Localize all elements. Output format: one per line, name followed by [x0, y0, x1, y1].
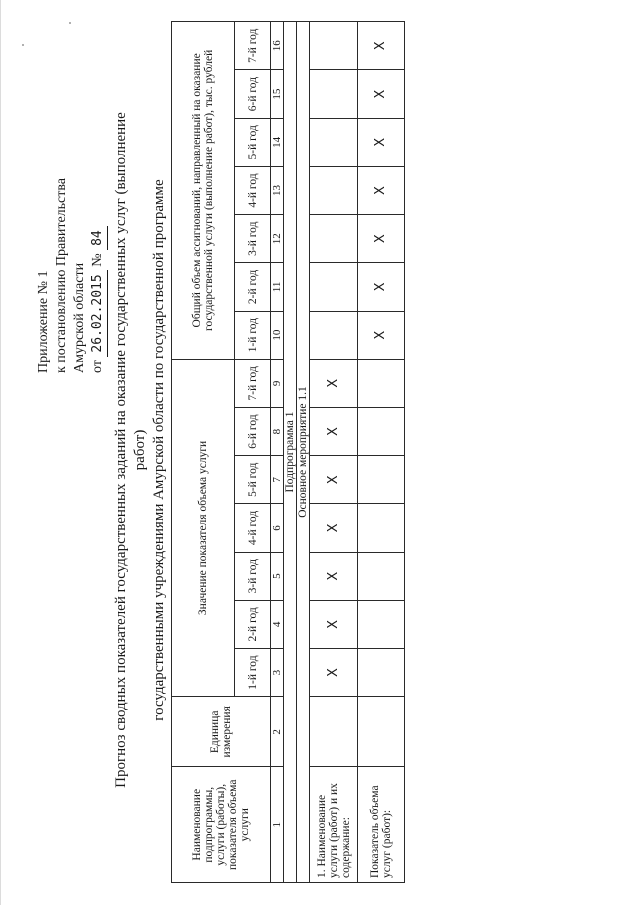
- appendix-line-3: Амурской области: [72, 262, 87, 373]
- column-number: 3: [271, 648, 284, 696]
- row-services-label: 1. Наименование услуги (работ) и их содержание:: [310, 767, 358, 883]
- appendix-line-1: Приложение № 1: [36, 270, 51, 373]
- empty-cell: [358, 456, 405, 504]
- cross-mark: Х: [358, 311, 405, 359]
- cross-mark: Х: [358, 118, 405, 166]
- number-prefix: №: [90, 253, 105, 267]
- empty-cell: [358, 359, 405, 407]
- row-volume-label: Показатель объема услуг (работ):: [358, 767, 405, 883]
- cross-mark: Х: [358, 215, 405, 263]
- year-header: 1-й год: [235, 311, 271, 359]
- year-header: 7-й год: [235, 22, 271, 71]
- empty-cell: [310, 311, 358, 359]
- cross-mark: Х: [358, 70, 405, 118]
- empty-cell: [310, 215, 358, 263]
- column-number: 12: [271, 215, 284, 263]
- header-indicator: Значение показателя объема услуги: [172, 359, 235, 696]
- year-header: 5-й год: [235, 456, 271, 504]
- title-line-2: государственными учреждениями Амурской области по государственной программе: [151, 179, 167, 721]
- year-header: 1-й год: [235, 648, 271, 696]
- cross-mark: Х: [310, 600, 358, 648]
- cross-mark: Х: [310, 407, 358, 455]
- cross-mark: Х: [310, 456, 358, 504]
- empty-cell: [358, 552, 405, 600]
- cross-mark: Х: [358, 263, 405, 311]
- year-header: 5-й год: [235, 118, 271, 166]
- activity-row: Основное мероприятие 1.1: [297, 22, 310, 883]
- number-value: 84: [89, 226, 108, 250]
- empty-cell: [358, 697, 405, 767]
- column-number: 13: [271, 166, 284, 214]
- empty-cell: [310, 166, 358, 214]
- year-header: 3-й год: [235, 215, 271, 263]
- year-header: 6-й год: [235, 70, 271, 118]
- subprogram-row: Подпрограмма 1: [284, 22, 297, 883]
- cross-mark: Х: [310, 504, 358, 552]
- year-header: 3-й год: [235, 552, 271, 600]
- empty-cell: [358, 600, 405, 648]
- year-header: 4-й год: [235, 166, 271, 214]
- empty-cell: [358, 648, 405, 696]
- header-funding: Общий объем ассигнований, направленный на оказание государственной услуги (выполнение работ), тыс. рублей: [172, 22, 235, 360]
- column-number: 11: [271, 263, 284, 311]
- header-unit: Единица измерения: [172, 697, 271, 767]
- forecast-table: [171, 21, 405, 883]
- cross-mark: Х: [310, 359, 358, 407]
- column-number: 16: [271, 22, 284, 71]
- column-number: 6: [271, 504, 284, 552]
- appendix-line-2: к постановлению Правительства: [54, 177, 69, 373]
- empty-cell: [310, 22, 358, 71]
- empty-cell: [358, 407, 405, 455]
- year-header: 4-й год: [235, 504, 271, 552]
- empty-cell: [310, 118, 358, 166]
- document-title: [112, 105, 169, 795]
- year-header: 6-й год: [235, 407, 271, 455]
- appendix-date-line: [89, 73, 108, 373]
- appendix-block: [35, 73, 108, 373]
- column-number: 10: [271, 311, 284, 359]
- empty-cell: [310, 697, 358, 767]
- cross-mark: Х: [358, 166, 405, 214]
- column-number: 14: [271, 118, 284, 166]
- column-number: 2: [271, 697, 284, 767]
- header-name: Наименование подпрограммы, услуги (работы), показателя объема услуги: [172, 767, 271, 883]
- year-header: 2-й год: [235, 263, 271, 311]
- column-number: 4: [271, 600, 284, 648]
- empty-cell: [310, 70, 358, 118]
- column-number: 1: [271, 767, 284, 883]
- column-number: 9: [271, 359, 284, 407]
- title-line-1: Прогноз сводных показателей государственных заданий на оказание государственных услуг (выполнение работ): [113, 112, 148, 788]
- year-header: 7-й год: [235, 359, 271, 407]
- column-number: 7: [271, 456, 284, 504]
- cross-mark: Х: [310, 648, 358, 696]
- empty-cell: [358, 504, 405, 552]
- cross-mark: Х: [310, 552, 358, 600]
- date-value: 26.02.2015: [89, 270, 108, 356]
- cross-mark: Х: [358, 22, 405, 71]
- column-number: 8: [271, 407, 284, 455]
- column-number: 15: [271, 70, 284, 118]
- empty-cell: [310, 263, 358, 311]
- year-header: 2-й год: [235, 600, 271, 648]
- column-number: 5: [271, 552, 284, 600]
- date-prefix: от: [90, 360, 105, 373]
